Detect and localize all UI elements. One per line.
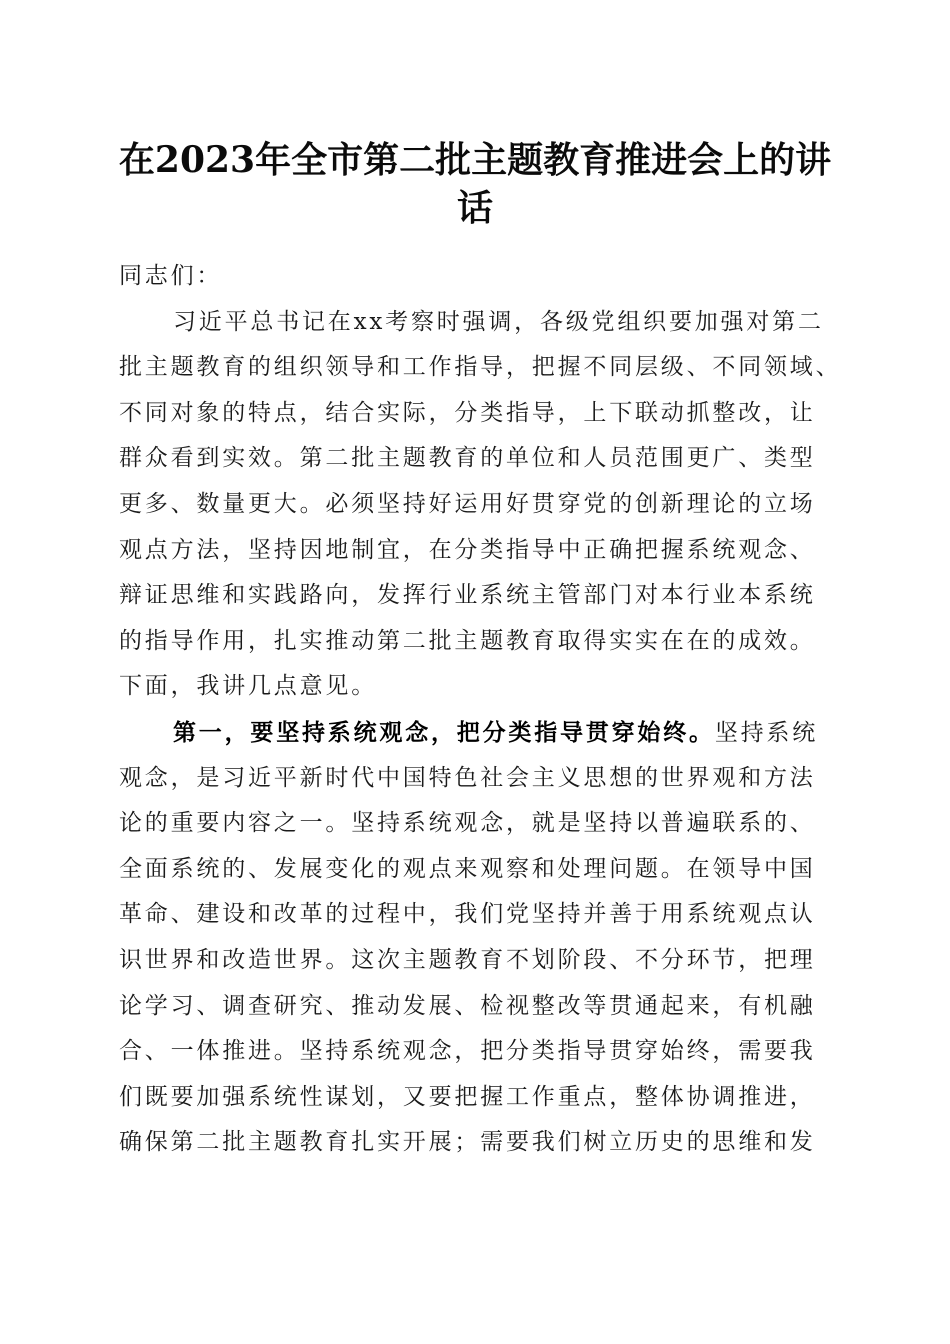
document-title: 在2023年全市第二批主题教育推进会上的讲话 <box>118 139 832 229</box>
section-heading: 第一，要坚持系统观念，把分类指导贯穿始终。 <box>173 718 715 746</box>
paragraph-line: 确保第二批主题教育扎实开展；需要我们树立历史的思维和发 <box>119 1129 816 1156</box>
paragraph-line: 更多、数量更大。必须坚持好运用好贯穿党的创新理论的立场 <box>119 490 816 517</box>
paragraph-1 <box>119 300 842 710</box>
paragraph-first-line <box>119 710 821 756</box>
paragraph-line: 论学习、调查研究、推动发展、检视整改等贯通起来，有机融 <box>119 992 816 1019</box>
document-body <box>119 254 842 1166</box>
paragraph-line: 论的重要内容之一。坚持系统观念，就是坚持以普遍联系的、 <box>119 810 816 837</box>
paragraph-line: 的指导作用，扎实推动第二批主题教育取得实实在在的成效。 <box>119 627 816 654</box>
paragraph-line: 全面系统的、发展变化的观点来观察和处理问题。在领导中国 <box>119 855 816 882</box>
paragraph-line: 们既要加强系统性谋划，又要把握工作重点，整体协调推进， <box>119 1083 816 1110</box>
paragraph-line-rest: 坚持系统 <box>714 719 819 746</box>
paragraph-2 <box>119 710 821 1166</box>
paragraph-line: 习近平总书记在xx考察时强调，各级党组织要加强对第二 <box>173 308 824 335</box>
paragraph-line: 不同对象的特点，结合实际，分类指导，上下联动抓整改，让 <box>119 399 816 426</box>
paragraph-line: 下面，我讲几点意见。 <box>119 673 377 700</box>
paragraph-line: 观念，是习近平新时代中国特色社会主义思想的世界观和方法 <box>119 764 816 791</box>
salutation: 同志们： <box>119 263 223 289</box>
paragraph-line: 革命、建设和改革的过程中，我们党坚持并善于用系统观点认 <box>119 901 816 928</box>
paragraph-line: 合、一体推进。坚持系统观念，把分类指导贯穿始终，需要我 <box>119 1038 816 1065</box>
paragraph-line: 识世界和改造世界。这次主题教育不划阶段、不分环节，把理 <box>119 946 816 973</box>
paragraph-line: 观点方法，坚持因地制宜，在分类指导中正确把握系统观念、 <box>119 536 816 563</box>
paragraph-line: 群众看到实效。第二批主题教育的单位和人员范围更广、类型 <box>119 445 816 472</box>
paragraph-line: 辩证思维和实践路向，发挥行业系统主管部门对本行业本系统 <box>119 582 816 609</box>
paragraph-line: 批主题教育的组织领导和工作指导，把握不同层级、不同领域、 <box>119 354 842 381</box>
